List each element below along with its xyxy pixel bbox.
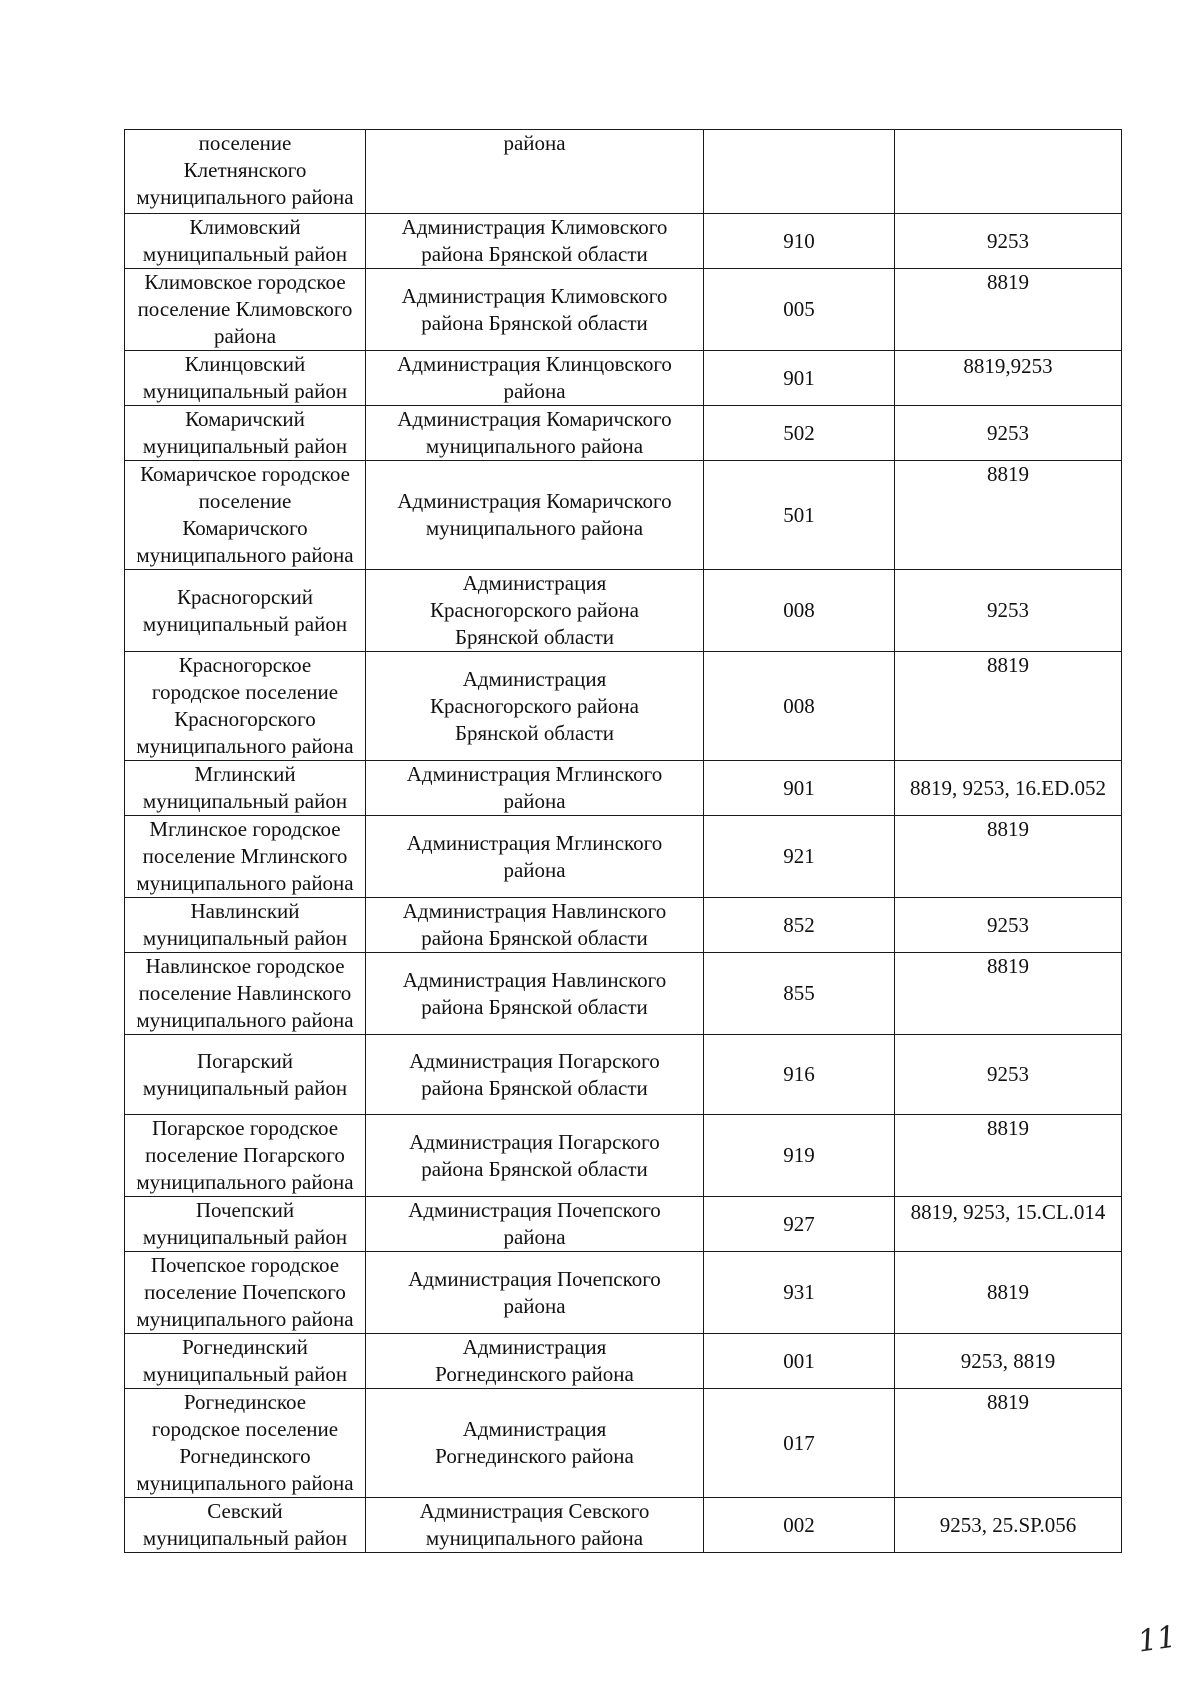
admin-line: района <box>503 131 566 155</box>
cell-municipality-name <box>125 816 366 898</box>
name-line: муниципальный район <box>142 1075 348 1100</box>
name-line: муниципального района <box>136 871 354 895</box>
name-line: Почепское городское <box>150 1253 340 1277</box>
cell-kbk-codes: 8819 <box>895 461 1122 570</box>
name-line: поселение Погарского <box>145 1143 345 1167</box>
name-line: Погарское городское <box>151 1116 339 1140</box>
name-line: муниципального района <box>136 1471 354 1495</box>
name-line: Климовское городское <box>144 270 346 294</box>
cell-municipality-name <box>125 130 366 214</box>
cell-administrator <box>366 1498 704 1553</box>
cell-municipality-name <box>125 406 366 461</box>
table-row <box>125 406 1122 461</box>
table-row <box>125 269 1122 351</box>
name-line: Навлинское городское <box>145 954 345 978</box>
table-row <box>125 130 1122 214</box>
cell-kbk-codes: 8819 <box>895 1389 1122 1498</box>
admin-line: Рогнединского района <box>435 1362 634 1386</box>
admin-line: Администрация Почепского <box>408 1198 661 1222</box>
name-line: муниципальный район <box>142 1362 348 1386</box>
cell-kbk-codes: 8819 <box>895 1115 1122 1197</box>
cell-kbk-codes: 8819 <box>895 269 1122 351</box>
table-row <box>125 214 1122 269</box>
cell-code: 910 <box>704 214 895 269</box>
table-row <box>125 1252 1122 1334</box>
admin-line: Брянской области <box>454 625 615 649</box>
admin-line: Администрация Почепского <box>408 1266 661 1291</box>
name-line: муниципальный район <box>142 926 348 950</box>
admin-line: муниципального района <box>425 1526 644 1550</box>
cell-code: 852 <box>704 898 895 953</box>
name-line: муниципальный район <box>142 1526 348 1550</box>
name-line: поселение Климовского <box>137 297 353 321</box>
name-line: Рогнединское <box>183 1390 307 1414</box>
cell-municipality-name <box>125 1035 366 1115</box>
name-line: Рогнединского <box>179 1444 311 1468</box>
name-line: муниципального района <box>136 1170 354 1194</box>
cell-kbk-codes: 9253 <box>895 1035 1122 1115</box>
cell-code: 901 <box>704 351 895 406</box>
cell-administrator <box>366 570 704 652</box>
name-line: городское поселение <box>151 1417 339 1441</box>
name-line: муниципальный район <box>142 611 348 636</box>
name-line: муниципального района <box>136 734 354 758</box>
admin-line: Рогнединского района <box>435 1444 634 1468</box>
name-line: поселение Мглинского <box>142 844 348 868</box>
cell-kbk-codes: 9253 <box>895 406 1122 461</box>
name-line: муниципального района <box>136 185 354 209</box>
table-row <box>125 1334 1122 1389</box>
admin-line: Администрация Клинцовского <box>397 352 672 376</box>
cell-code: 855 <box>704 953 895 1035</box>
admin-line: муниципального района <box>425 434 644 458</box>
cell-municipality-name <box>125 1252 366 1334</box>
admin-line: Администрация Навлинского <box>402 967 667 992</box>
name-line: Комаричское городское <box>140 462 350 486</box>
cell-code: 921 <box>704 816 895 898</box>
name-line: муниципального района <box>136 543 354 567</box>
cell-kbk-codes: 8819 <box>895 953 1122 1035</box>
cell-municipality-name <box>125 953 366 1035</box>
table-row <box>125 1115 1122 1197</box>
admin-line: района Брянской области <box>421 994 648 1019</box>
page-number: 11 <box>1135 1619 1179 1660</box>
cell-code: 501 <box>704 461 895 570</box>
name-line: муниципальный район <box>142 242 348 266</box>
name-line: Погарский <box>196 1048 294 1073</box>
cell-administrator <box>366 1035 704 1115</box>
name-line: Красногорское <box>178 653 312 677</box>
admin-line: района <box>503 857 566 882</box>
name-line: муниципальный район <box>142 379 348 403</box>
admin-line: района <box>503 1225 566 1249</box>
cell-administrator <box>366 1197 704 1252</box>
cell-kbk-codes <box>895 130 1122 214</box>
table-row <box>125 816 1122 898</box>
cell-kbk-codes: 8819 <box>895 1252 1122 1334</box>
table-row <box>125 1498 1122 1553</box>
cell-code: 927 <box>704 1197 895 1252</box>
admin-line: района <box>503 789 566 813</box>
name-line: муниципальный район <box>142 434 348 458</box>
name-line: Климовский <box>189 215 301 239</box>
table-row <box>125 1389 1122 1498</box>
cell-municipality-name <box>125 1334 366 1389</box>
cell-code: 919 <box>704 1115 895 1197</box>
cell-administrator <box>366 1334 704 1389</box>
name-line: муниципальный район <box>142 789 348 813</box>
cell-municipality-name <box>125 351 366 406</box>
cell-municipality-name <box>125 269 366 351</box>
cell-code: 008 <box>704 652 895 761</box>
name-line: поселение <box>198 131 292 155</box>
cell-kbk-codes: 8819, 9253, 16.ED.052 <box>895 761 1122 816</box>
cell-code: 008 <box>704 570 895 652</box>
cell-municipality-name <box>125 1389 366 1498</box>
name-line: поселение Навлинского <box>138 981 352 1005</box>
cell-municipality-name <box>125 1498 366 1553</box>
admin-line: района Брянской области <box>421 1156 648 1181</box>
admin-line: Красногорского района <box>430 598 639 622</box>
name-line: поселение <box>198 489 292 513</box>
admin-line: района Брянской области <box>421 926 648 950</box>
cell-code: 916 <box>704 1035 895 1115</box>
name-line: Мглинское городское <box>149 817 341 841</box>
cell-municipality-name <box>125 652 366 761</box>
admin-line: Брянской области <box>454 720 615 745</box>
name-line: муниципального района <box>136 1008 354 1032</box>
name-line: Севский <box>207 1499 283 1523</box>
name-line: Красногорский <box>177 584 313 609</box>
table-row <box>125 461 1122 570</box>
admin-line: Администрация Погарского <box>409 1048 660 1073</box>
cell-administrator <box>366 953 704 1035</box>
cell-administrator <box>366 1115 704 1197</box>
cell-kbk-codes: 9253 <box>895 898 1122 953</box>
admin-line: Администрация Климовского <box>401 215 668 239</box>
cell-code: 502 <box>704 406 895 461</box>
table-row <box>125 898 1122 953</box>
cell-code: 002 <box>704 1498 895 1553</box>
cell-administrator <box>366 898 704 953</box>
name-line: Красногорского <box>174 707 316 731</box>
admin-line: Администрация <box>462 1417 607 1441</box>
cell-municipality-name <box>125 570 366 652</box>
name-line: Почепский <box>195 1198 295 1222</box>
name-line: Комаричский <box>185 407 305 431</box>
admin-line: Администрация Комаричского <box>397 489 672 513</box>
cell-kbk-codes: 8819, 9253, 15.CL.014 <box>895 1197 1122 1252</box>
admin-line: района Брянской области <box>421 1075 648 1100</box>
municipality-table <box>124 129 1122 1553</box>
cell-code: 901 <box>704 761 895 816</box>
table-row <box>125 351 1122 406</box>
admin-line: Администрация Климовского <box>401 283 668 308</box>
admin-line: Администрация Мглинского <box>406 830 663 855</box>
name-line: Клетнянского <box>183 158 307 182</box>
cell-kbk-codes: 9253 <box>895 570 1122 652</box>
name-line: Мглинский <box>194 762 296 786</box>
cell-municipality-name <box>125 1197 366 1252</box>
cell-administrator <box>366 816 704 898</box>
table-row <box>125 1035 1122 1115</box>
admin-line: района <box>503 379 566 403</box>
cell-administrator <box>366 130 704 214</box>
cell-administrator <box>366 761 704 816</box>
admin-line: района Брянской области <box>421 242 648 266</box>
table-row <box>125 953 1122 1035</box>
admin-line: Администрация <box>462 666 607 691</box>
cell-administrator <box>366 1252 704 1334</box>
table-row <box>125 761 1122 816</box>
admin-line: Администрация Севского <box>419 1499 650 1523</box>
cell-kbk-codes: 9253 <box>895 214 1122 269</box>
cell-municipality-name <box>125 214 366 269</box>
table-row <box>125 652 1122 761</box>
admin-line: Администрация Комаричского <box>397 407 672 431</box>
name-line: муниципального района <box>136 1307 354 1331</box>
cell-code <box>704 130 895 214</box>
cell-administrator <box>366 652 704 761</box>
name-line: поселение Почепского <box>144 1280 346 1304</box>
admin-line: Администрация Погарского <box>409 1129 660 1154</box>
cell-administrator <box>366 461 704 570</box>
cell-municipality-name <box>125 898 366 953</box>
admin-line: района Брянской области <box>421 310 648 335</box>
cell-administrator <box>366 269 704 351</box>
admin-line: Администрация Навлинского <box>402 899 667 923</box>
cell-municipality-name <box>125 761 366 816</box>
cell-kbk-codes: 9253, 8819 <box>895 1334 1122 1389</box>
name-line: муниципальный район <box>142 1225 348 1249</box>
table-row <box>125 1197 1122 1252</box>
name-line: района <box>213 324 277 348</box>
name-line: Комаричского <box>182 516 308 540</box>
cell-administrator <box>366 351 704 406</box>
name-line: Рогнединский <box>182 1335 308 1359</box>
cell-code: 017 <box>704 1389 895 1498</box>
admin-line: Администрация <box>462 1335 607 1359</box>
cell-municipality-name <box>125 461 366 570</box>
cell-code: 931 <box>704 1252 895 1334</box>
name-line: городское поселение <box>151 680 339 704</box>
cell-code: 005 <box>704 269 895 351</box>
admin-line: муниципального района <box>425 516 644 540</box>
cell-administrator <box>366 406 704 461</box>
admin-line: Администрация Мглинского <box>406 762 663 786</box>
name-line: Клинцовский <box>184 352 306 376</box>
cell-kbk-codes: 8819 <box>895 652 1122 761</box>
admin-line: Администрация <box>462 571 607 595</box>
name-line: Навлинский <box>190 899 300 923</box>
cell-administrator <box>366 1389 704 1498</box>
admin-line: района <box>503 1293 566 1318</box>
cell-administrator <box>366 214 704 269</box>
cell-kbk-codes: 9253, 25.SP.056 <box>895 1498 1122 1553</box>
cell-municipality-name <box>125 1115 366 1197</box>
table-body <box>125 130 1122 1553</box>
cell-kbk-codes: 8819 <box>895 816 1122 898</box>
cell-code: 001 <box>704 1334 895 1389</box>
cell-kbk-codes: 8819,9253 <box>895 351 1122 406</box>
admin-line: Красногорского района <box>430 693 639 718</box>
table-row <box>125 570 1122 652</box>
